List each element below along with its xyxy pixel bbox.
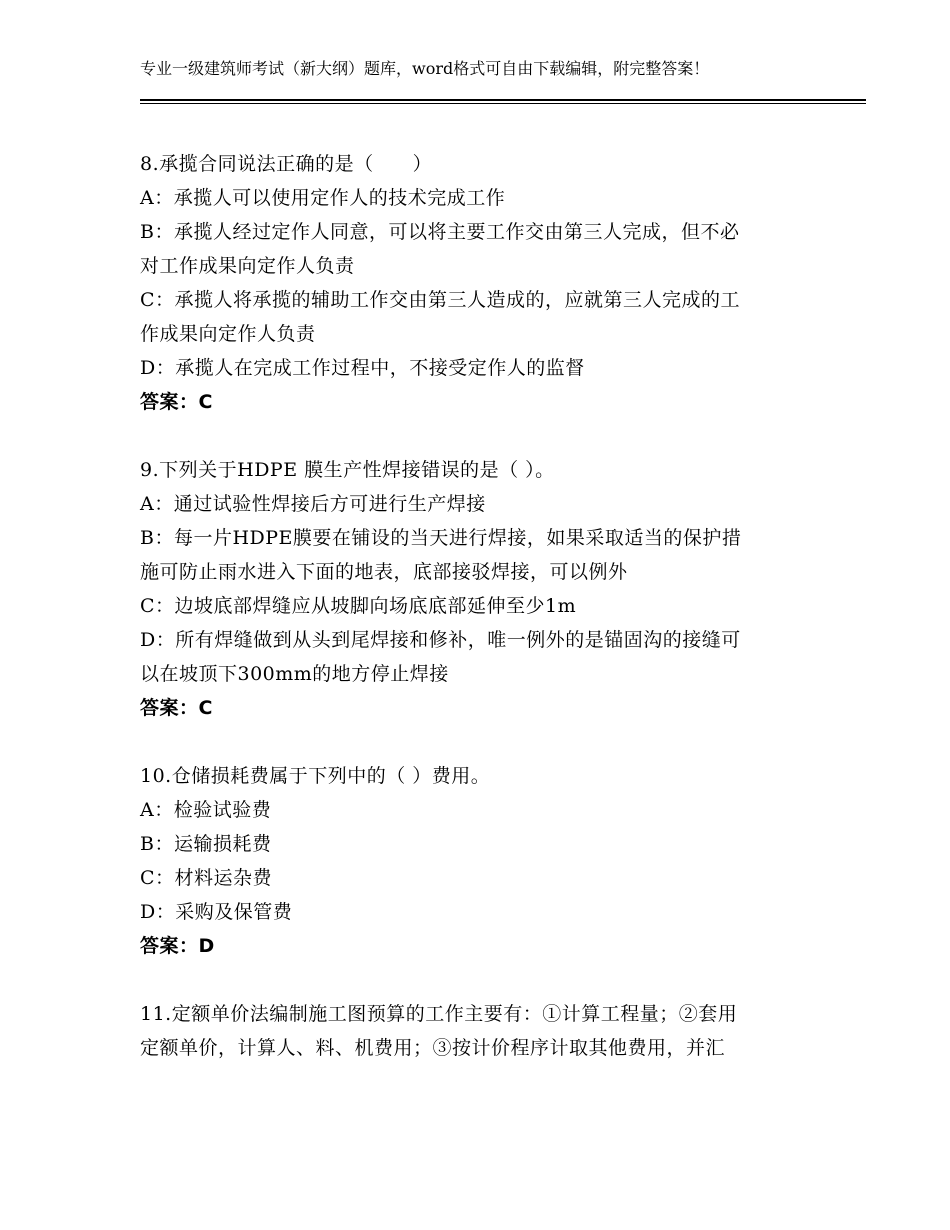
option-b-continued: 施可防止雨水进入下面的地表，底部接驳焊接，可以例外	[140, 561, 628, 583]
option-a: A：承揽人可以使用定作人的技术完成工作	[140, 187, 506, 209]
option-b: B：运输损耗费	[140, 833, 272, 855]
option-a: A：检验试验费	[140, 799, 272, 821]
header-rule-thin	[140, 103, 866, 104]
question-stem: 9.下列关于HDPE 膜生产性焊接错误的是（ ）。	[140, 459, 555, 481]
question-list	[140, 147, 810, 1065]
question-stem-continued: 定额单价，计算人、料、机费用；③按计价程序计取其他费用，并汇	[140, 1037, 726, 1059]
option-b: B：承揽人经过定作人同意，可以将主要工作交由第三人完成，但不必	[140, 221, 740, 243]
option-d-continued: 以在坡顶下300mm的地方停止焊接	[140, 663, 449, 685]
answer: 答案：C	[140, 391, 213, 413]
option-c: C：承揽人将承揽的辅助工作交由第三人造成的，应就第三人完成的工	[140, 289, 741, 311]
question-10	[140, 759, 810, 963]
spacer	[140, 963, 810, 997]
option-a: A：通过试验性焊接后方可进行生产焊接	[140, 493, 486, 515]
page-header: 专业一级建筑师考试（新大纲）题库，word格式可自由下载编辑，附完整答案！	[140, 59, 710, 78]
option-c-continued: 作成果向定作人负责	[140, 323, 316, 345]
question-stem: 8.承揽合同说法正确的是（ ）	[140, 153, 433, 175]
question-8	[140, 147, 810, 419]
spacer	[140, 419, 810, 453]
option-b-continued: 对工作成果向定作人负责	[140, 255, 355, 277]
question-11	[140, 997, 810, 1065]
header-rule-thick	[140, 99, 866, 101]
question-9	[140, 453, 810, 725]
question-stem: 10.仓储损耗费属于下列中的（ ）费用。	[140, 765, 491, 787]
option-b: B：每一片HDPE膜要在铺设的当天进行焊接，如果采取适当的保护措	[140, 527, 742, 549]
option-d: D：所有焊缝做到从头到尾焊接和修补，唯一例外的是锚固沟的接缝可	[140, 629, 741, 651]
answer: 答案：C	[140, 697, 213, 719]
option-d: D：采购及保管费	[140, 901, 293, 923]
option-c: C：材料运杂费	[140, 867, 273, 889]
option-c: C：边坡底部焊缝应从坡脚向场底底部延伸至少1m	[140, 595, 577, 617]
question-stem: 11.定额单价法编制施工图预算的工作主要有：①计算工程量；②套用	[140, 1003, 738, 1025]
answer: 答案：D	[140, 935, 215, 957]
spacer	[140, 725, 810, 759]
option-d: D：承揽人在完成工作过程中，不接受定作人的监督	[140, 357, 585, 379]
